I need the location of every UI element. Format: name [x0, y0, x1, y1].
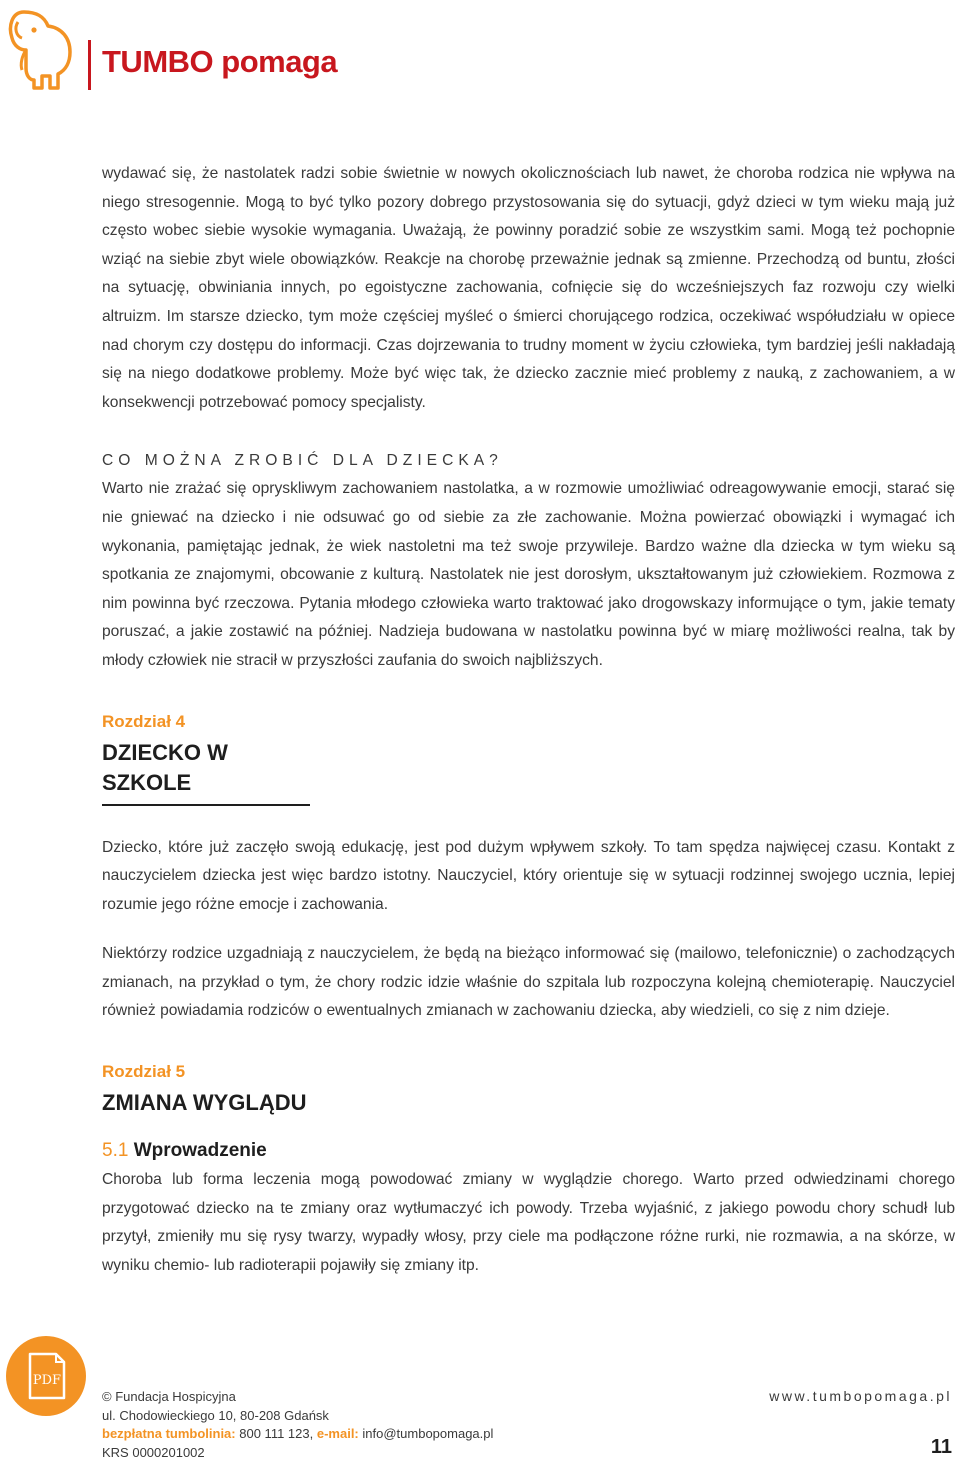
page-content	[102, 160, 955, 1280]
intro-paragraph: wydawać się, że nastolatek radzi sobie świetnie w nowych okolicznościach lub nawet, że choroba rodzica nie wpływa na niego stresogennie. Mogą to być tylko pozory dobrego przystosowania się do sytuacji, gdyż dzieci w tym wieku mają już często wobec siebie wysokie wymagania. Uważają, że powinny poradzić sobie ze wszystkim sami. Mogą też pochopnie wziąć na siebie zbyt wiele obowiązków. Reakcje na chorobę przeważnie jednak są zmienne. Przechodzą od buntu, złości na sytuację, obwiniania innych, po egoistyczne zachowania, cofnięcie się do wcześniejszych faz rozwoju czy wielki altruizm. Im starsze dziecko, tym może częściej myśleć o śmierci chorującego rodzica, oczekiwać współudziału w opiece nad chorym czy dostępu do informacji. Czas dojrzewania to trudny moment w życiu człowieka, tym bardziej jeśli nakładają się na niego dodatkowe problemy. Może być więc tak, że dziecko zacznie mieć problemy z nauką, z zachowaniem, a w konsekwencji potrzebować pomocy specjalisty.	[102, 160, 955, 417]
pdf-icon	[6, 1336, 86, 1416]
hotline-label: bezpłatna tumbolinia:	[102, 1426, 236, 1441]
section-title: Wprowadzenie	[134, 1140, 267, 1161]
chapter-4-label: Rozdział 4	[102, 710, 955, 734]
footer-org: © Fundacja Hospicyjna	[102, 1388, 493, 1407]
subsection-paragraph: Warto nie zrażać się opryskliwym zachowaniem nastolatka, a w rozmowie umożliwiać odreagowywanie emocji, starać się nie gniewać na dziecko i nie odsuwać go od siebie za złe zachowanie. Można powierzać obowiązki i wymagać ich wykonania, pamiętając jednak, że wiek nastoletni ma też swoje przywileje. Bardzo ważne dla dziecka w tym wieku są spotkania ze znajomymi, obcowanie z kulturą. Nastolatek nie jest dorosłym, ukształtowanym już człowiekiem. Rozmowa z nim powinna być rzeczowa. Pytania młodego człowieka warto traktować jako drogowskazy informujące o tym, jakie tematy poruszać, a jakie zostawić na później. Nadzieja budowana w nastolatku powinna być w miarę możliwości realna, tak by młody człowiek nie stracił w przyszłości zaufania do swoich najbliższych.	[102, 475, 955, 675]
elephant-icon	[4, 4, 76, 92]
header-divider	[88, 40, 91, 90]
subsection-heading: CO MOŻNA ZROBIĆ DLA DZIECKA?	[102, 447, 955, 475]
chapter-4-title: DZIECKO W SZKOLE	[102, 738, 310, 806]
chapter-4-paragraph: Dziecko, które już zaczęło swoją edukację, jest pod dużym wpływem szkoły. To tam spędza najwięcej czasu. Kontakt z nauczycielem dziecka jest więc bardzo istotny. Nauczyciel, który orientuje się w sytuacji rodzinnej swojego ucznia, lepiej rozumie jego różne emocje i zachowania.	[102, 834, 955, 920]
footer-contact-line	[102, 1425, 493, 1444]
pdf-badge	[6, 1336, 86, 1416]
hotline-number: 800 111 123,	[239, 1426, 313, 1441]
email-link[interactable]: info@tumbopomaga.pl	[362, 1426, 493, 1441]
page-footer	[0, 1330, 960, 1460]
page-number: 11	[931, 1436, 952, 1459]
pdf-badge-label: PDF	[33, 1373, 61, 1388]
page-header	[0, 0, 960, 110]
brand-title: TUMBO pomaga	[102, 44, 337, 80]
footer-krs: KRS 0000201002	[102, 1444, 493, 1462]
section-number: 5.1	[102, 1140, 128, 1161]
footer-contact	[102, 1388, 493, 1462]
chapter-5-title: ZMIANA WYGLĄDU	[102, 1088, 310, 1118]
section-heading	[102, 1136, 955, 1166]
footer-website-link[interactable]: www.tumbopomaga.pl	[769, 1388, 952, 1404]
footer-address: ul. Chodowieckiego 10, 80-208 Gdańsk	[102, 1407, 493, 1426]
email-label: e-mail:	[317, 1426, 359, 1441]
chapter-5-label: Rozdział 5	[102, 1060, 955, 1084]
chapter-5-paragraph: Choroba lub forma leczenia mogą powodować zmiany w wyglądzie chorego. Warto przed odwiedzinami chorego przygotować dziecko na te zmiany oraz wytłumaczyć ich powody. Trzeba wyjaśnić, z jakiego powodu chory schudł lub przytył, zmieniły mu się rysy twarzy, wypadły włosy, przy ciele ma podłączone różne rurki, nie rozmawia, a na skórze, w wyniku chemio- lub radioterapii pojawiły się zmiany itp.	[102, 1166, 955, 1280]
chapter-4-paragraph: Niektórzy rodzice uzgadniają z nauczycielem, że będą na bieżąco informować się (mailowo, telefonicznie) o zachodzących zmianach, na przykład o tym, że chory rodzic idzie właśnie do szpitala lub rozpoczyna kolejną chemioterapię. Nauczyciel również powiadamia rodziców o ewentualnych zmianach w zachowaniu dziecka, aby wiedzieli, co się z nim dzieje.	[102, 940, 955, 1026]
